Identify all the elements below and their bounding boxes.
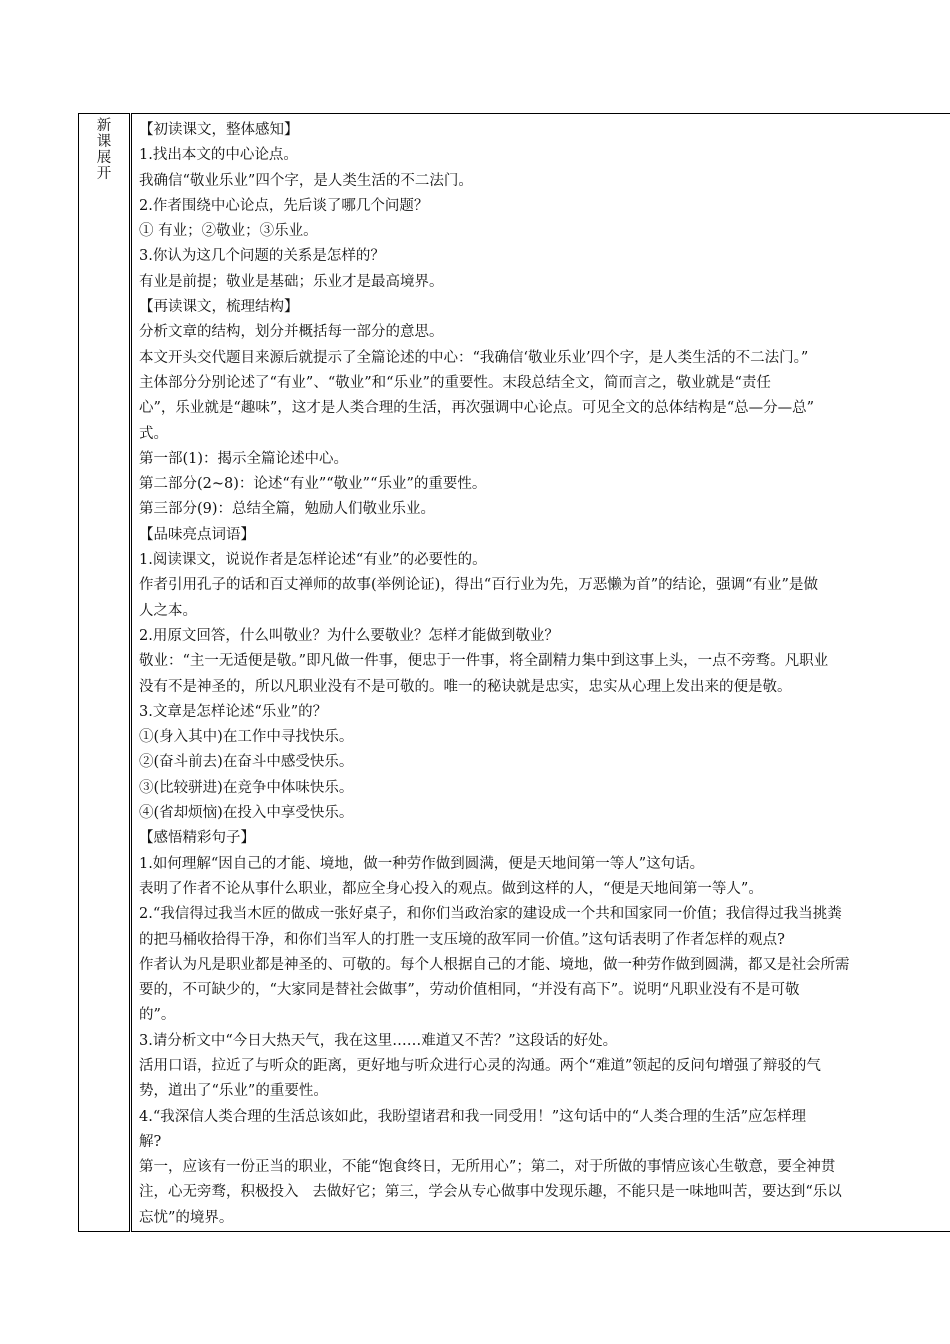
question-line: 3.你认为这几个问题的关系是怎样的？ — [139, 248, 385, 265]
question-line: 1.如何理解“因自己的才能、境地，做一种劳作做到圆满，便是天地间第一等人”这句话。 — [139, 855, 705, 872]
section-label: 新课展开 — [96, 118, 112, 182]
answer-line: 第二部分(2~8)：论述“有业”“敬业”“乐业”的重要性。 — [139, 476, 487, 493]
answer-line: 人之本。 — [139, 602, 197, 619]
answer-line: 第一部(1)：揭示全篇论述中心。 — [139, 450, 349, 467]
table-row — [79, 114, 950, 1232]
question-line: 的把马桶收拾得干净，和你们当军人的打胜一支压境的敌军同一价值。”这句话表明了作者怎样的观点? — [139, 931, 785, 948]
answer-line: ①(身入其中)在工作中寻找快乐。 — [139, 729, 354, 746]
section-label-cell — [79, 114, 131, 1232]
lesson-content — [132, 114, 950, 1231]
answer-line: 要的，不可缺少的，“大家同是替社会做事”，劳动价值相同，“并没有高下”。说明“凡职业没有不是可敬 — [139, 982, 800, 999]
answer-line: ① 有业；②敬业；③乐业。 — [139, 223, 318, 240]
answer-line: 第一，应该有一份正当的职业，不能“饱食终日，无所用心”；第二，对于所做的事情应该心生敬意，要全神贯 — [139, 1159, 836, 1176]
question-line: 2.用原文回答，什么叫敬业？为什么要敬业？怎样才能做到敬业？ — [139, 627, 559, 644]
answer-line: 作者认为凡是职业都是神圣的、可敬的。每个人根据自己的才能、境地，做一种劳作做到圆满，都又是社会所需 — [139, 956, 850, 973]
answer-line: 忘忧”的境界。 — [139, 1209, 234, 1226]
section-heading: 【再读课文，梳理结构】 — [139, 299, 299, 316]
answer-line: 第三部分(9)：总结全篇，勉励人们敬业乐业。 — [139, 501, 436, 518]
question-line: 2.“我信得过我当木匠的做成一张好桌子，和你们当政治家的建设成一个共和国家同一价值；我信得过我当挑粪 — [139, 906, 842, 923]
question-line: 3.请分析文中“今日大热天气，我在这里……难道又不苦？”这段话的好处。 — [139, 1032, 618, 1049]
answer-line: 主体部分分别论述了“有业”、“敬业”和“乐业”的重要性。末段总结全文，简而言之，敬业就是“责任 — [139, 374, 771, 391]
answer-line: 注，心无旁骛，积极投入 去做好它；第三，学会从专心做事中发现乐趣，不能只是一味地叫苦，要达到“乐以 — [139, 1184, 842, 1201]
answer-line: 表明了作者不论从事什么职业，都应全身心投入的观点。做到这样的人，“便是天地间第一等人”。 — [139, 880, 763, 897]
question-line: 分析文章的结构，划分并概括每一部分的意思。 — [139, 324, 444, 341]
answer-line: 有业是前提；敬业是基础；乐业才是最高境界。 — [139, 273, 444, 290]
question-line: 2.作者围绕中心论点，先后谈了哪几个问题？ — [139, 197, 429, 214]
answer-line: 本文开头交代题目来源后就提示了全篇论述的中心：“我确信‘敬业乐业’四个字，是人类生活的不二法门。” — [139, 349, 809, 366]
answer-line: 我确信“敬业乐业”四个字，是人类生活的不二法门。 — [139, 172, 473, 189]
answer-line: 没有不是神圣的，所以凡职业没有不是可敬的。唯一的秘诀就是忠实，忠实从心理上发出来的便是敬。 — [139, 678, 792, 695]
answer-line: 式。 — [139, 425, 168, 442]
section-heading: 【初读课文，整体感知】 — [139, 122, 299, 138]
answer-line: ④(省却烦恼)在投入中享受快乐。 — [139, 805, 354, 822]
question-line: 1.找出本文的中心论点。 — [139, 147, 298, 164]
question-line: 3.文章是怎样论述“乐业”的？ — [139, 703, 328, 720]
answer-line: ②(奋斗前去)在奋斗中感受快乐。 — [139, 754, 354, 771]
question-line: 解? — [139, 1133, 162, 1150]
answer-line: 势，道出了“乐业”的重要性。 — [139, 1083, 328, 1100]
section-heading: 【感悟精彩句子】 — [139, 830, 255, 847]
section-heading: 【品味亮点词语】 — [139, 526, 255, 543]
content-cell — [131, 114, 950, 1232]
answer-line: 的”。 — [139, 1007, 176, 1024]
question-line: 1.阅读课文，说说作者是怎样论述“有业”的必要性的。 — [139, 552, 487, 569]
answer-line: ③(比较骈进)在竞争中体味快乐。 — [139, 779, 354, 796]
question-line: 4.“我深信人类合理的生活总该如此，我盼望诸君和我一同受用！”这句话中的“人类合理的生活”应怎样理 — [139, 1108, 806, 1125]
lesson-table — [78, 113, 950, 1232]
answer-line: 活用口语，拉近了与听众的距离，更好地与听众进行心灵的沟通。两个“难道”领起的反问句增强了辩驳的气 — [139, 1057, 821, 1074]
answer-line: 作者引用孔子的话和百丈禅师的故事(举例论证)，得出“百行业为先，万恶懒为首”的结论，强调“有业”是做 — [139, 577, 818, 594]
answer-line: 心”，乐业就是“趣味”，这才是人类合理的生活，再次强调中心论点。可见全文的总体结构是“总—分—总” — [139, 400, 815, 417]
answer-line: 敬业：“主一无适便是敬。”即凡做一件事，便忠于一件事，将全副精力集中到这事上头，一点不旁骛。凡职业 — [139, 653, 829, 670]
